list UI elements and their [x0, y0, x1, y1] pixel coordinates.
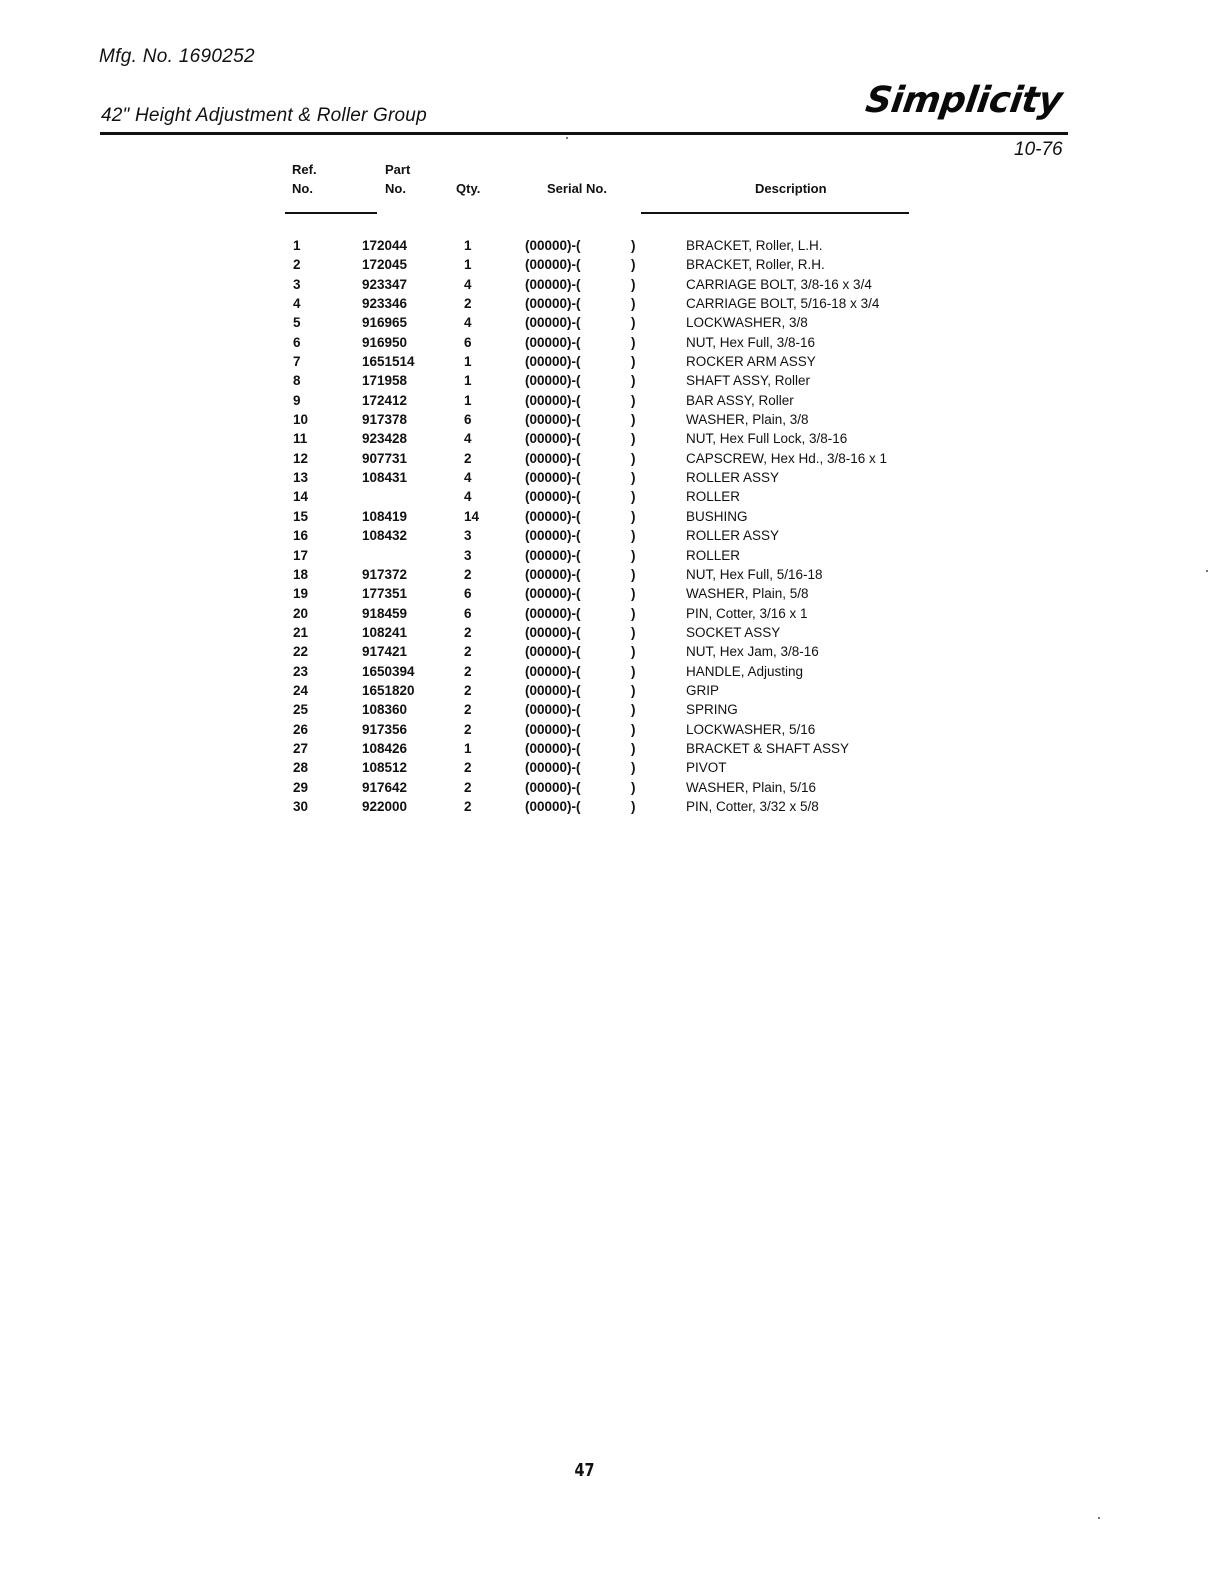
cell-ref-no: 5 [293, 315, 301, 331]
cell-part-no: 108432 [362, 528, 408, 544]
cell-qty: 1 [464, 238, 472, 253]
cell-serial-no: (00000)-( [525, 566, 581, 582]
cell-part-no: 916950 [362, 334, 408, 350]
cell-qty: 4 [464, 276, 472, 292]
cell-qty: 2 [464, 644, 472, 660]
table-row [280, 352, 940, 371]
cell-serial-no: (00000)-( [525, 450, 581, 466]
cell-serial-close: ) [631, 663, 636, 679]
cell-qty: 4 [464, 431, 472, 447]
table-row [280, 391, 940, 410]
column-header-part-line1: Part [385, 162, 411, 177]
cell-qty: 2 [464, 663, 472, 679]
cell-qty: 2 [464, 450, 472, 466]
cell-part-no: 1650394 [362, 663, 415, 679]
cell-part-no: 1651514 [362, 354, 415, 370]
header-underline-right [641, 212, 909, 214]
column-header-part-line2: No. [385, 181, 406, 196]
cell-qty: 6 [464, 412, 472, 428]
scan-speck [566, 137, 568, 139]
cell-serial-no: (00000)-( [525, 586, 581, 602]
cell-serial-close: ) [631, 508, 636, 524]
cell-ref-no: 28 [293, 760, 309, 776]
table-row [280, 546, 940, 565]
cell-description: BUSHING [686, 508, 748, 524]
cell-description: PIVOT [686, 760, 727, 776]
cell-part-no: 177351 [362, 586, 408, 602]
cell-qty: 6 [464, 586, 472, 602]
cell-serial-no: (00000)-( [525, 392, 581, 408]
cell-serial-no: (00000)-( [525, 740, 581, 756]
table-row [280, 410, 940, 429]
cell-serial-no: (00000)-( [525, 354, 581, 370]
cell-description: LOCKWASHER, 5/16 [686, 721, 816, 737]
cell-serial-close: ) [631, 412, 636, 428]
cell-description: BRACKET, Roller, L.H. [686, 238, 823, 253]
cell-serial-no: (00000)-( [525, 238, 581, 253]
cell-serial-close: ) [631, 721, 636, 737]
cell-serial-close: ) [631, 257, 636, 273]
table-row [280, 294, 940, 313]
table-row [280, 700, 940, 719]
cell-serial-no: (00000)-( [525, 257, 581, 273]
cell-qty: 2 [464, 760, 472, 776]
cell-serial-close: ) [631, 354, 636, 370]
table-row [280, 255, 940, 274]
cell-part-no: 172044 [362, 238, 408, 253]
cell-part-no: 108419 [362, 508, 408, 524]
cell-description: CAPSCREW, Hex Hd., 3/8-16 x 1 [686, 450, 888, 466]
cell-part-no: 907731 [362, 450, 408, 466]
cell-serial-no: (00000)-( [525, 624, 581, 640]
cell-qty: 4 [464, 489, 472, 505]
cell-part-no: 917372 [362, 566, 408, 582]
cell-description: BRACKET & SHAFT ASSY [686, 740, 850, 756]
cell-serial-close: ) [631, 586, 636, 602]
cell-description: WASHER, Plain, 5/16 [686, 779, 817, 795]
table-row [280, 681, 940, 700]
cell-qty: 1 [464, 392, 472, 408]
cell-serial-close: ) [631, 450, 636, 466]
cell-serial-close: ) [631, 528, 636, 544]
table-row [280, 662, 940, 681]
cell-qty: 1 [464, 354, 472, 370]
column-header-part [385, 160, 410, 198]
cell-ref-no: 22 [293, 644, 309, 660]
cell-part-no: 172045 [362, 257, 408, 273]
cell-part-no: 923346 [362, 296, 408, 312]
cell-description: NUT, Hex Full Lock, 3/8-16 [686, 431, 848, 447]
table-row [280, 507, 940, 526]
cell-ref-no: 24 [293, 682, 309, 698]
cell-ref-no: 3 [293, 276, 301, 292]
cell-ref-no: 11 [293, 431, 308, 447]
cell-ref-no: 26 [293, 721, 309, 737]
cell-part-no: 917356 [362, 721, 408, 737]
cell-qty: 2 [464, 624, 472, 640]
cell-description: ROCKER ARM ASSY [686, 354, 816, 370]
cell-ref-no: 18 [293, 566, 309, 582]
table-row [280, 739, 940, 758]
header-rule [100, 132, 1068, 135]
cell-ref-no: 12 [293, 450, 309, 466]
cell-qty: 3 [464, 528, 472, 544]
table-row [280, 236, 940, 255]
cell-serial-no: (00000)-( [525, 470, 581, 486]
table-row [280, 429, 940, 448]
cell-serial-close: ) [631, 315, 636, 331]
cell-ref-no: 30 [293, 798, 309, 814]
cell-serial-no: (00000)-( [525, 508, 581, 524]
cell-part-no: 171958 [362, 373, 408, 389]
cell-description: LOCKWASHER, 3/8 [686, 315, 808, 331]
cell-serial-close: ) [631, 373, 636, 389]
cell-description: CARRIAGE BOLT, 5/16-18 x 3/4 [686, 296, 880, 312]
cell-description: GRIP [686, 682, 720, 698]
column-header-ref-line1: Ref. [292, 162, 317, 177]
cell-serial-close: ) [631, 392, 636, 408]
cell-qty: 2 [464, 702, 472, 718]
cell-ref-no: 21 [293, 624, 309, 640]
cell-description: BAR ASSY, Roller [686, 392, 794, 408]
table-row [280, 487, 940, 506]
cell-qty: 2 [464, 566, 472, 582]
table-row [280, 333, 940, 352]
cell-description: PIN, Cotter, 3/16 x 1 [686, 605, 808, 621]
cell-qty: 14 [464, 508, 480, 524]
cell-qty: 1 [464, 373, 472, 389]
cell-serial-close: ) [631, 489, 636, 505]
cell-serial-close: ) [631, 238, 636, 253]
header-underline-left [285, 212, 377, 214]
cell-serial-close: ) [631, 276, 636, 292]
column-header-serial: Serial No. [547, 181, 607, 196]
cell-qty: 2 [464, 721, 472, 737]
cell-qty: 3 [464, 547, 472, 563]
column-header-description: Description [755, 181, 827, 196]
cell-qty: 2 [464, 779, 472, 795]
cell-qty: 4 [464, 470, 472, 486]
table-row [280, 449, 940, 468]
cell-serial-no: (00000)-( [525, 644, 581, 660]
cell-serial-no: (00000)-( [525, 760, 581, 776]
cell-ref-no: 15 [293, 508, 309, 524]
cell-serial-close: ) [631, 431, 636, 447]
brand-logo: Simplicity [863, 80, 1065, 121]
cell-qty: 1 [464, 257, 472, 273]
table-row [280, 623, 940, 642]
cell-part-no: 108426 [362, 740, 408, 756]
cell-ref-no: 17 [293, 547, 309, 563]
cell-ref-no: 29 [293, 779, 309, 795]
cell-serial-no: (00000)-( [525, 663, 581, 679]
cell-serial-no: (00000)-( [525, 315, 581, 331]
cell-part-no: 172412 [362, 392, 408, 408]
page-number: 47 [574, 1460, 595, 1481]
scan-speck [1098, 1517, 1100, 1519]
cell-serial-no: (00000)-( [525, 528, 581, 544]
cell-qty: 4 [464, 315, 472, 331]
cell-part-no: 916965 [362, 315, 408, 331]
cell-serial-close: ) [631, 702, 636, 718]
cell-serial-no: (00000)-( [525, 682, 581, 698]
cell-ref-no: 9 [293, 392, 301, 408]
cell-serial-no: (00000)-( [525, 373, 581, 389]
cell-ref-no: 27 [293, 740, 309, 756]
cell-part-no: 922000 [362, 798, 408, 814]
table-row [280, 313, 940, 332]
table-row [280, 720, 940, 739]
cell-ref-no: 2 [293, 257, 301, 273]
cell-part-no: 917642 [362, 779, 408, 795]
table-row [280, 468, 940, 487]
cell-description: SPRING [686, 702, 738, 718]
cell-serial-no: (00000)-( [525, 547, 581, 563]
cell-part-no: 918459 [362, 605, 408, 621]
cell-description: WASHER, Plain, 5/8 [686, 586, 809, 602]
column-header-ref [292, 160, 317, 198]
cell-ref-no: 8 [293, 373, 301, 389]
cell-serial-no: (00000)-( [525, 702, 581, 718]
cell-qty: 6 [464, 334, 472, 350]
cell-ref-no: 1 [293, 238, 301, 253]
table-row [280, 565, 940, 584]
cell-serial-close: ) [631, 740, 636, 756]
page-title: 42" Height Adjustment & Roller Group [101, 105, 427, 126]
cell-part-no: 108360 [362, 702, 408, 718]
cell-part-no: 917421 [362, 644, 408, 660]
cell-qty: 2 [464, 798, 472, 814]
cell-part-no: 108431 [362, 470, 408, 486]
cell-ref-no: 10 [293, 412, 309, 428]
cell-description: CARRIAGE BOLT, 3/8-16 x 3/4 [686, 276, 872, 292]
table-row [280, 758, 940, 777]
cell-part-no: 917378 [362, 412, 408, 428]
cell-description: SOCKET ASSY [686, 624, 781, 640]
cell-description: HANDLE, Adjusting [686, 663, 804, 679]
cell-description: BRACKET, Roller, R.H. [686, 257, 825, 273]
cell-part-no: 108241 [362, 624, 408, 640]
table-row [280, 275, 940, 294]
cell-description: NUT, Hex Jam, 3/8-16 [686, 644, 819, 660]
cell-description: ROLLER [686, 547, 741, 563]
cell-ref-no: 6 [293, 334, 301, 350]
column-header-ref-line2: No. [292, 181, 313, 196]
cell-description: ROLLER ASSY [686, 470, 780, 486]
cell-serial-no: (00000)-( [525, 334, 581, 350]
table-row [280, 584, 940, 603]
cell-ref-no: 20 [293, 605, 309, 621]
cell-qty: 2 [464, 682, 472, 698]
cell-serial-no: (00000)-( [525, 721, 581, 737]
cell-description: NUT, Hex Full, 3/8-16 [686, 334, 816, 350]
cell-serial-close: ) [631, 296, 636, 312]
cell-serial-close: ) [631, 624, 636, 640]
cell-part-no: 108512 [362, 760, 408, 776]
parts-table [280, 236, 940, 816]
cell-description: ROLLER [686, 489, 741, 505]
table-row [280, 526, 940, 545]
cell-serial-no: (00000)-( [525, 798, 581, 814]
cell-serial-close: ) [631, 470, 636, 486]
table-row [280, 778, 940, 797]
cell-serial-close: ) [631, 334, 636, 350]
cell-ref-no: 13 [293, 470, 309, 486]
cell-serial-close: ) [631, 779, 636, 795]
cell-ref-no: 25 [293, 702, 309, 718]
table-row [280, 797, 940, 816]
cell-ref-no: 14 [293, 489, 309, 505]
cell-serial-close: ) [631, 605, 636, 621]
table-row [280, 642, 940, 661]
cell-serial-no: (00000)-( [525, 779, 581, 795]
cell-serial-no: (00000)-( [525, 605, 581, 621]
cell-serial-close: ) [631, 682, 636, 698]
cell-description: SHAFT ASSY, Roller [686, 373, 811, 389]
cell-serial-no: (00000)-( [525, 276, 581, 292]
table-row [280, 371, 940, 390]
cell-part-no: 923347 [362, 276, 408, 292]
cell-serial-close: ) [631, 798, 636, 814]
mfg-number: Mfg. No. 1690252 [99, 46, 255, 67]
cell-part-no: 923428 [362, 431, 408, 447]
cell-qty: 2 [464, 296, 472, 312]
cell-description: NUT, Hex Full, 5/16-18 [686, 566, 823, 582]
column-header-qty: Qty. [456, 181, 481, 196]
cell-qty: 6 [464, 605, 472, 621]
cell-qty: 1 [464, 740, 472, 756]
cell-serial-close: ) [631, 760, 636, 776]
cell-ref-no: 19 [293, 586, 309, 602]
scan-speck [1206, 570, 1208, 572]
cell-ref-no: 7 [293, 354, 301, 370]
cell-serial-no: (00000)-( [525, 296, 581, 312]
cell-ref-no: 23 [293, 663, 309, 679]
cell-description: WASHER, Plain, 3/8 [686, 412, 809, 428]
cell-serial-close: ) [631, 644, 636, 660]
date-code: 10-76 [1014, 139, 1063, 160]
cell-part-no: 1651820 [362, 682, 415, 698]
cell-ref-no: 4 [293, 296, 301, 312]
cell-description: PIN, Cotter, 3/32 x 5/8 [686, 798, 819, 814]
cell-ref-no: 16 [293, 528, 309, 544]
cell-serial-no: (00000)-( [525, 412, 581, 428]
cell-description: ROLLER ASSY [686, 528, 780, 544]
cell-serial-no: (00000)-( [525, 431, 581, 447]
cell-serial-no: (00000)-( [525, 489, 581, 505]
cell-serial-close: ) [631, 547, 636, 563]
cell-serial-close: ) [631, 566, 636, 582]
table-row [280, 604, 940, 623]
